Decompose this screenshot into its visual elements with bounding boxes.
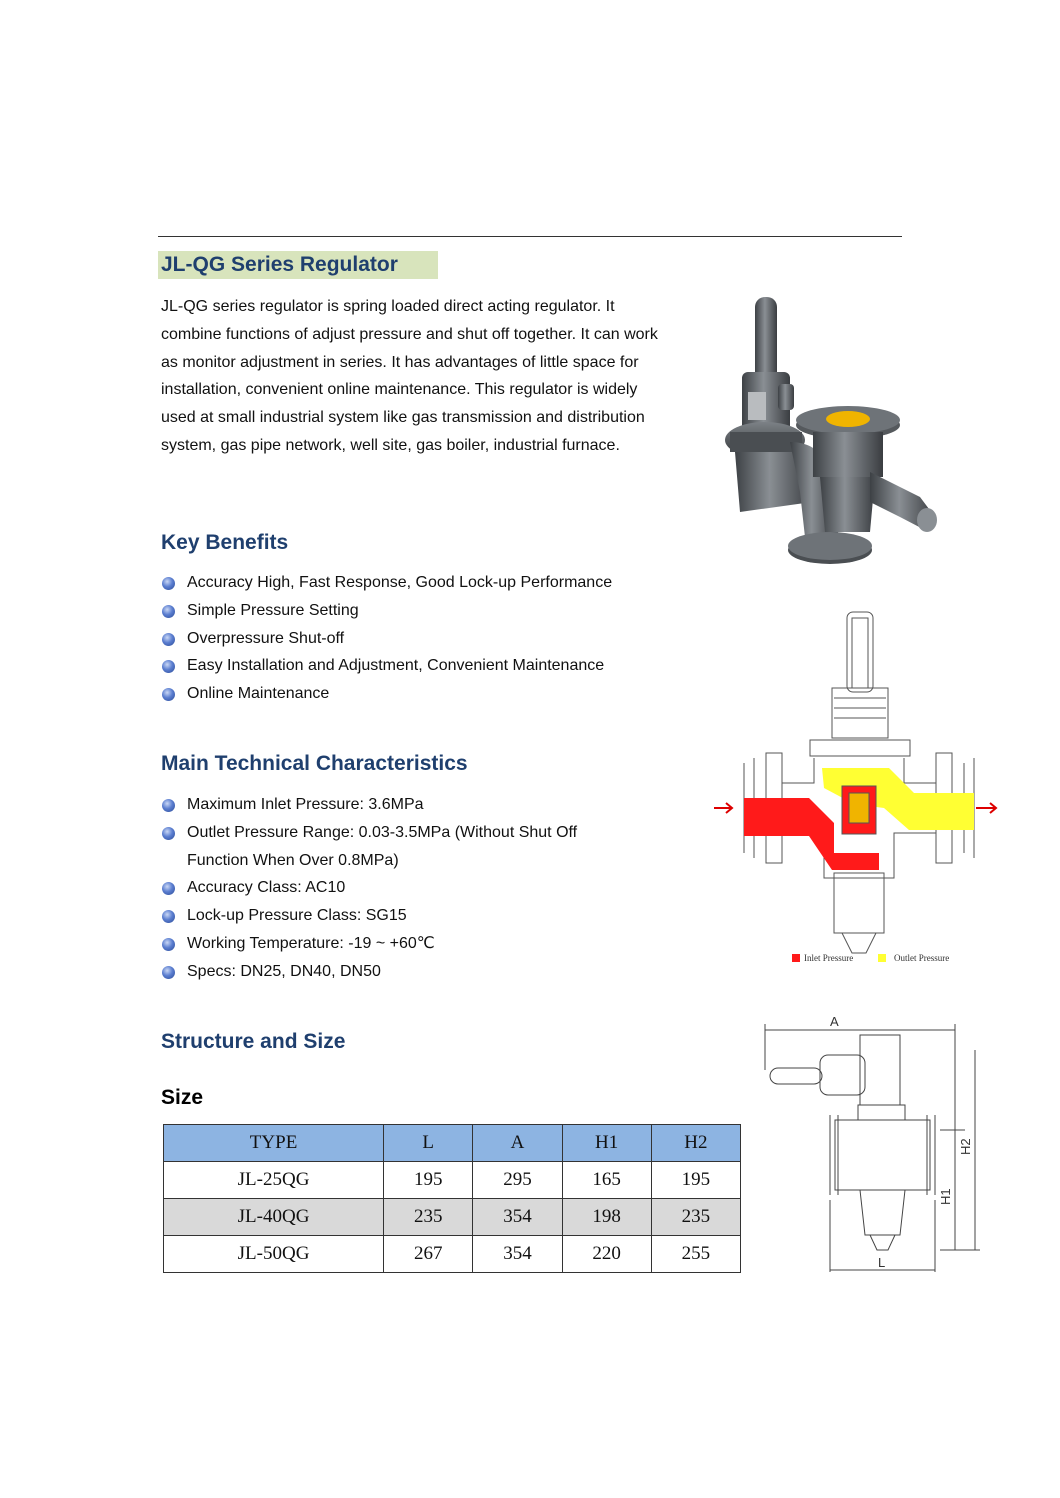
list-item: Maximum Inlet Pressure: 3.6MPa [161, 791, 577, 819]
table-header-row [164, 1125, 741, 1162]
table-cell: 354 [473, 1199, 562, 1236]
list-item: Accuracy Class: AC10 [161, 874, 577, 902]
list-item: Working Temperature: -19 ~ +60℃ [161, 930, 577, 958]
header-type: TYPE [164, 1125, 384, 1162]
bullet-icon [162, 827, 175, 840]
header-h1: H1 [562, 1125, 651, 1162]
table-cell: 255 [651, 1236, 740, 1273]
structure-heading: Structure and Size [161, 1030, 346, 1053]
header-l: L [384, 1125, 473, 1162]
table-cell: JL-50QG [164, 1236, 384, 1273]
benefits-heading: Key Benefits [161, 531, 289, 554]
header-h2: H2 [651, 1125, 740, 1162]
bullet-icon [162, 938, 175, 951]
benefits-list [161, 569, 612, 708]
list-item: Accuracy High, Fast Response, Good Lock-up Performance [161, 569, 612, 597]
header-a: A [473, 1125, 562, 1162]
table-cell: 295 [473, 1162, 562, 1199]
table-cell: 198 [562, 1199, 651, 1236]
size-table [163, 1124, 741, 1273]
list-item: Online Maintenance [161, 680, 612, 708]
table-cell: 195 [384, 1162, 473, 1199]
intro-paragraph: JL-QG series regulator is spring loaded direct acting regulator. It combine functions of adjust pressure and shut off together. It can work as monitor adjustment in series. It has advantages of little space for installation, convenient online maintenance. This regulator is widely used at small industrial system like gas transmission and distribution system, gas pipe network, well site, gas boiler, industrial furnace. [161, 298, 658, 454]
technical-list [161, 791, 577, 986]
bullet-icon [162, 799, 175, 812]
list-item-continuation: Function When Over 0.8MPa) [187, 851, 399, 869]
table-cell: 220 [562, 1236, 651, 1273]
outlet-legend-swatch [878, 954, 886, 962]
bullet-icon [162, 882, 175, 895]
bullet-icon [162, 966, 175, 979]
dimension-label-h2: H2 [958, 1138, 973, 1155]
inlet-legend-label: Inlet Pressure [804, 953, 854, 963]
bullet-icon [162, 577, 175, 590]
table-cell: JL-25QG [164, 1162, 384, 1199]
table-row [164, 1199, 741, 1236]
bullet-icon [162, 910, 175, 923]
table-cell: 195 [651, 1162, 740, 1199]
list-item: Lock-up Pressure Class: SG15 [161, 902, 577, 930]
bullet-icon [162, 660, 175, 673]
table-row [164, 1162, 741, 1199]
table-cell: 354 [473, 1236, 562, 1273]
table-cell: 235 [651, 1199, 740, 1236]
table-cell: 235 [384, 1199, 473, 1236]
page-title: JL-QG Series Regulator [161, 253, 398, 276]
dimension-drawing [750, 1010, 990, 1280]
bullet-icon [162, 688, 175, 701]
list-item: Outlet Pressure Range: 0.03-3.5MPa (Without Shut Off [161, 819, 577, 847]
table-cell: JL-40QG [164, 1199, 384, 1236]
list-item: Overpressure Shut-off [161, 625, 612, 653]
size-subheading: Size [161, 1086, 204, 1109]
inlet-legend-swatch [792, 954, 800, 962]
outlet-legend-label: Outlet Pressure [894, 953, 950, 963]
list-item: Specs: DN25, DN40, DN50 [161, 958, 577, 986]
table-row [164, 1236, 741, 1273]
top-rule [158, 236, 902, 237]
bullet-icon [162, 605, 175, 618]
regulator-photo [720, 292, 945, 572]
bullet-icon [162, 633, 175, 646]
technical-heading: Main Technical Characteristics [161, 752, 468, 775]
dimension-label-a: A [830, 1014, 839, 1029]
table-cell: 267 [384, 1236, 473, 1273]
cross-section-diagram [714, 608, 1004, 973]
dimension-label-h1: H1 [938, 1188, 953, 1205]
list-item: Easy Installation and Adjustment, Convenient Maintenance [161, 652, 612, 680]
table-cell: 165 [562, 1162, 651, 1199]
list-item: Simple Pressure Setting [161, 597, 612, 625]
dimension-label-l: L [878, 1255, 886, 1270]
